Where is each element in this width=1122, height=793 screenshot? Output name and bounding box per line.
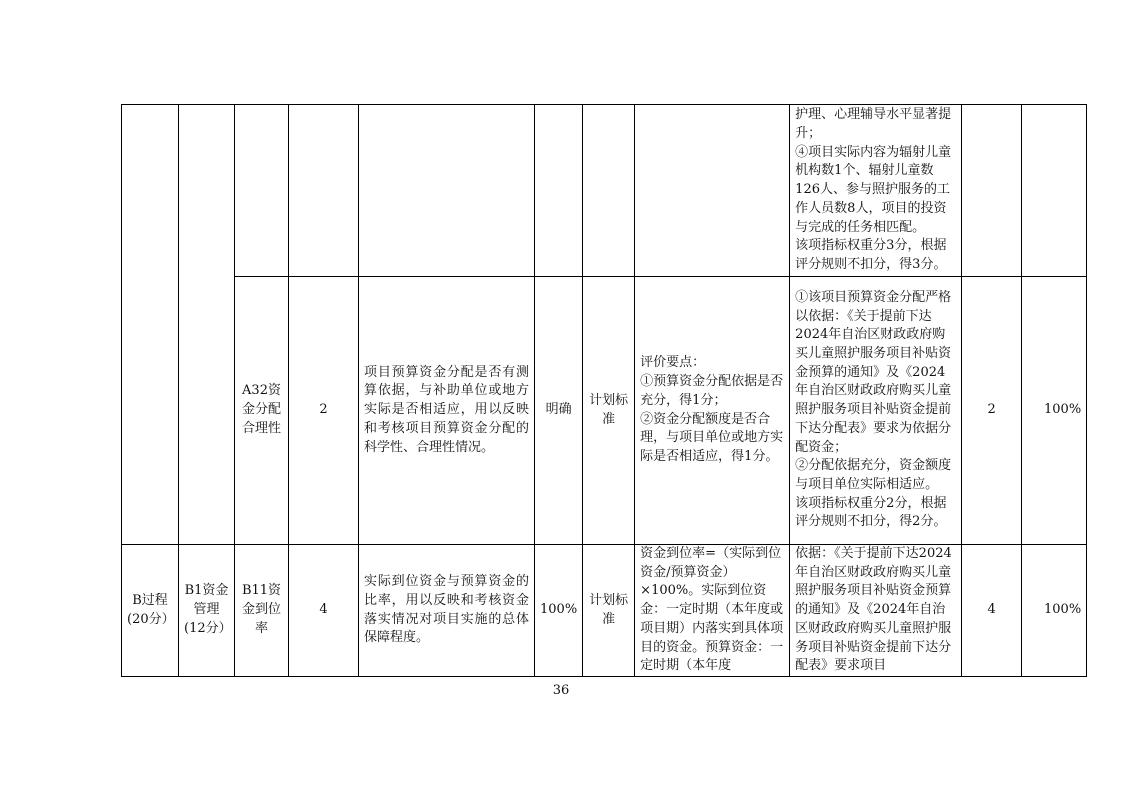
level1-indicator-cell — [122, 105, 179, 545]
explanation-cell: 项目预算资金分配是否有测算依据，与补助单位或地方实际是否相适应，用以反映和考核项目预算资金分配的科学性、合理性情况。 — [359, 277, 535, 545]
standard-cell: 计划标准 — [583, 277, 635, 545]
scoring-rule-cell: 评价要点： ①预算资金分配依据是否充分，得1分； ②资金分配额度是否合理，与项目单位或地方实际是否相适应，得1分。 — [635, 277, 790, 545]
page-number: 36 — [552, 683, 570, 698]
evaluation-table — [121, 104, 1087, 677]
table-row — [122, 105, 1087, 277]
weight-cell: 2 — [289, 277, 359, 545]
scoring-rule-cell: 资金到位率=（实际到位资金/预算资金）×100%。实际到位资金：一定时期（本年度或项目期）内落实到具体项目的资金。预算资金：一定时期（本年度 — [635, 545, 790, 677]
table-row — [122, 277, 1087, 545]
level1-indicator-cell: B过程(20分） — [122, 545, 179, 677]
explanation-cell: 实际到位资金与预算资金的比率，用以反映和考核资金落实情况对项目实施的总体保障程度。 — [359, 545, 535, 677]
score-cell: 2 — [962, 277, 1022, 545]
standard-cell — [583, 105, 635, 277]
level2-indicator-cell: B1资金管理(12分） — [179, 545, 235, 677]
criterion-detail-cell: ①该项目预算资金分配严格以依据：《关于提前下达2024年自治区财政政府购买儿童照护服务项目补贴资金预算的通知》及《2024年自治区财政政府购买儿童照护服务项目补贴资金提前下达分配表》要求为依据分配资金； ②分配依据充分，资金额度与项目单位实际相适应。 该项指标权重分2分，根据评分规则不扣分，得2分。 — [790, 277, 962, 545]
score-rate-cell: 100% — [1022, 545, 1087, 677]
indicator-cell: B11资金到位率 — [235, 545, 289, 677]
indicator-cell — [235, 105, 289, 277]
score-cell: 4 — [962, 545, 1022, 677]
criterion-detail-cell: 依据：《关于提前下达2024年自治区财政政府购买儿童照护服务项目补贴资金预算的通知》及《2024年自治区财政政府购买儿童照护服务项目补贴资金提前下达分配表》要求项目 — [790, 545, 962, 677]
target-cell: 100% — [535, 545, 583, 677]
target-cell: 明确 — [535, 277, 583, 545]
table-row — [122, 545, 1087, 677]
indicator-cell: A32资金分配合理性 — [235, 277, 289, 545]
standard-cell: 计划标准 — [583, 545, 635, 677]
criterion-detail-cell: 护理、心理辅导水平显著提升； ④项目实际内容为辐射儿童机构数1个、辐射儿童数126人、参与照护服务的工作人员数8人，项目的投资与完成的任务相匹配。 该项指标权重分3分，根据评分规则不扣分，得3分。 — [790, 105, 962, 277]
score-rate-cell: 100% — [1022, 277, 1087, 545]
weight-cell — [289, 105, 359, 277]
scoring-rule-cell — [635, 105, 790, 277]
weight-cell: 4 — [289, 545, 359, 677]
score-rate-cell — [1022, 105, 1087, 277]
score-cell — [962, 105, 1022, 277]
explanation-cell — [359, 105, 535, 277]
level2-indicator-cell — [179, 105, 235, 545]
target-cell — [535, 105, 583, 277]
